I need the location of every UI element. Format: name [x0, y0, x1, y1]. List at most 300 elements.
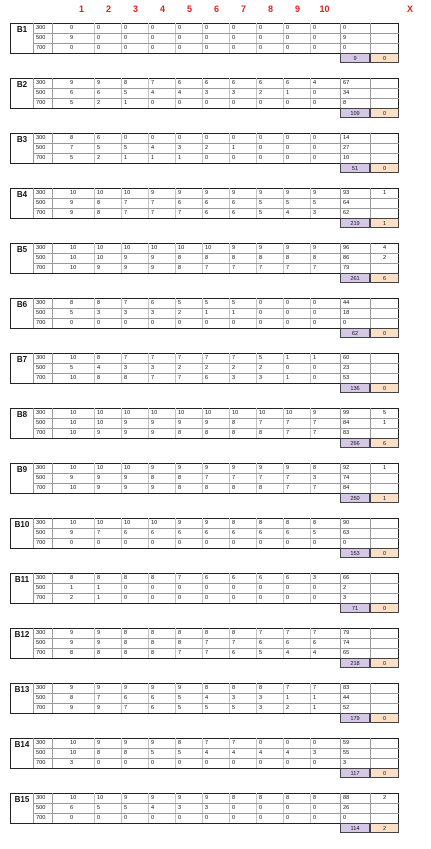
x-cell[interactable]	[370, 43, 399, 53]
value-cell[interactable]: 9	[313, 190, 317, 196]
value-cell[interactable]: 9	[259, 465, 263, 471]
value-cell[interactable]: 5	[97, 805, 101, 811]
load-cell[interactable]: 300	[36, 300, 46, 306]
value-cell[interactable]: 0	[232, 35, 236, 41]
value-cell[interactable]: 8	[232, 255, 236, 261]
value-cell[interactable]: 0	[205, 320, 209, 326]
value-cell[interactable]: 0	[313, 760, 317, 766]
row-sum-cell[interactable]: 2	[343, 585, 347, 591]
value-cell[interactable]: 7	[151, 210, 155, 216]
value-cell[interactable]: 9	[205, 795, 209, 801]
load-cell[interactable]: 300	[36, 685, 46, 691]
value-cell[interactable]: 4	[313, 650, 317, 656]
value-cell[interactable]: 10	[70, 465, 77, 471]
value-cell[interactable]: 8	[151, 575, 155, 581]
x-cell[interactable]	[370, 143, 399, 153]
value-cell[interactable]: 7	[178, 210, 182, 216]
value-cell[interactable]: 5	[313, 530, 317, 536]
value-cell[interactable]: 9	[97, 80, 101, 86]
value-cell[interactable]: 9	[178, 795, 182, 801]
block-total[interactable]: 153	[340, 548, 370, 558]
load-cell[interactable]: 300	[36, 465, 46, 471]
load-cell[interactable]: 700	[36, 375, 46, 381]
value-cell[interactable]: 8	[232, 420, 236, 426]
value-cell[interactable]: 1	[178, 155, 182, 161]
block-total[interactable]: 266	[340, 438, 370, 448]
value-cell[interactable]: 8	[97, 750, 101, 756]
value-cell[interactable]: 10	[205, 410, 212, 416]
value-cell[interactable]: 10	[70, 420, 77, 426]
value-cell[interactable]: 1	[313, 695, 317, 701]
value-cell[interactable]: 9	[70, 640, 74, 646]
value-cell[interactable]: 1	[97, 595, 101, 601]
value-cell[interactable]: 0	[286, 815, 290, 821]
block-x-total[interactable]: 0	[370, 328, 399, 338]
value-cell[interactable]: 8	[151, 640, 155, 646]
row-sum-cell[interactable]: 18	[343, 310, 350, 316]
value-cell[interactable]: 6	[232, 200, 236, 206]
row-sum-cell[interactable]: 0	[343, 540, 347, 546]
block-total[interactable]: 261	[340, 273, 370, 283]
load-cell[interactable]: 700	[36, 265, 46, 271]
row-sum-cell[interactable]: 93	[343, 190, 350, 196]
value-cell[interactable]: 0	[151, 320, 155, 326]
value-cell[interactable]: 6	[259, 640, 263, 646]
x-cell[interactable]: 1	[382, 190, 387, 196]
value-cell[interactable]: 0	[151, 45, 155, 51]
row-sum-cell[interactable]: 8	[343, 100, 347, 106]
value-cell[interactable]: 8	[178, 630, 182, 636]
value-cell[interactable]: 2	[205, 365, 209, 371]
value-cell[interactable]: 6	[259, 575, 263, 581]
value-cell[interactable]: 6	[151, 300, 155, 306]
row-sum-cell[interactable]: 74	[343, 640, 350, 646]
block-x-total[interactable]: 0	[370, 768, 399, 778]
value-cell[interactable]: 0	[205, 25, 209, 31]
value-cell[interactable]: 0	[205, 100, 209, 106]
value-cell[interactable]: 3	[313, 575, 317, 581]
value-cell[interactable]: 8	[313, 255, 317, 261]
value-cell[interactable]: 7	[286, 630, 290, 636]
value-cell[interactable]: 9	[70, 475, 74, 481]
row-sum-cell[interactable]: 0	[343, 45, 347, 51]
value-cell[interactable]: 0	[286, 25, 290, 31]
value-cell[interactable]: 6	[232, 210, 236, 216]
value-cell[interactable]: 10	[151, 245, 158, 251]
value-cell[interactable]: 7	[313, 265, 317, 271]
value-cell[interactable]: 9	[70, 210, 74, 216]
value-cell[interactable]: 7	[151, 80, 155, 86]
value-cell[interactable]: 1	[124, 100, 128, 106]
load-cell[interactable]: 700	[36, 485, 46, 491]
value-cell[interactable]: 10	[286, 410, 293, 416]
x-cell[interactable]	[370, 748, 399, 758]
value-cell[interactable]: 4	[313, 80, 317, 86]
row-sum-cell[interactable]: 14	[343, 135, 350, 141]
value-cell[interactable]: 7	[313, 430, 317, 436]
load-cell[interactable]: 300	[36, 80, 46, 86]
value-cell[interactable]: 0	[124, 320, 128, 326]
value-cell[interactable]: 0	[313, 145, 317, 151]
value-cell[interactable]: 10	[97, 245, 104, 251]
value-cell[interactable]: 0	[205, 815, 209, 821]
value-cell[interactable]: 0	[178, 540, 182, 546]
value-cell[interactable]: 7	[259, 420, 263, 426]
value-cell[interactable]: 1	[286, 695, 290, 701]
value-cell[interactable]: 6	[178, 530, 182, 536]
x-cell[interactable]	[370, 813, 399, 823]
row-sum-cell[interactable]: 83	[343, 430, 350, 436]
value-cell[interactable]: 0	[313, 585, 317, 591]
value-cell[interactable]: 9	[313, 410, 317, 416]
value-cell[interactable]: 9	[178, 420, 182, 426]
value-cell[interactable]: 2	[97, 155, 101, 161]
value-cell[interactable]: 7	[178, 355, 182, 361]
value-cell[interactable]: 7	[205, 265, 209, 271]
x-cell[interactable]	[370, 88, 399, 98]
value-cell[interactable]: 9	[97, 430, 101, 436]
value-cell[interactable]: 6	[205, 80, 209, 86]
value-cell[interactable]: 6	[205, 575, 209, 581]
value-cell[interactable]: 9	[70, 530, 74, 536]
value-cell[interactable]: 0	[313, 35, 317, 41]
value-cell[interactable]: 10	[151, 410, 158, 416]
value-cell[interactable]: 0	[259, 740, 263, 746]
value-cell[interactable]: 0	[151, 540, 155, 546]
value-cell[interactable]: 1	[286, 375, 290, 381]
row-sum-cell[interactable]: 62	[343, 210, 350, 216]
value-cell[interactable]: 0	[205, 35, 209, 41]
value-cell[interactable]: 9	[313, 245, 317, 251]
value-cell[interactable]: 9	[124, 795, 128, 801]
value-cell[interactable]: 6	[70, 805, 74, 811]
value-cell[interactable]: 10	[124, 190, 131, 196]
value-cell[interactable]: 0	[70, 25, 74, 31]
value-cell[interactable]: 2	[205, 145, 209, 151]
load-cell[interactable]: 500	[36, 420, 46, 426]
value-cell[interactable]: 0	[97, 540, 101, 546]
x-cell[interactable]	[370, 703, 399, 713]
value-cell[interactable]: 0	[313, 815, 317, 821]
value-cell[interactable]: 9	[205, 520, 209, 526]
value-cell[interactable]: 0	[313, 595, 317, 601]
value-cell[interactable]: 8	[286, 795, 290, 801]
value-cell[interactable]: 9	[178, 190, 182, 196]
row-sum-cell[interactable]: 0	[343, 320, 347, 326]
value-cell[interactable]: 5	[232, 705, 236, 711]
value-cell[interactable]: 0	[151, 815, 155, 821]
x-cell[interactable]	[370, 428, 399, 438]
value-cell[interactable]: 9	[151, 430, 155, 436]
value-cell[interactable]: 9	[70, 685, 74, 691]
value-cell[interactable]: 7	[97, 530, 101, 536]
value-cell[interactable]: 6	[124, 695, 128, 701]
value-cell[interactable]: 0	[259, 155, 263, 161]
value-cell[interactable]: 0	[205, 760, 209, 766]
value-cell[interactable]: 9	[97, 705, 101, 711]
value-cell[interactable]: 2	[232, 365, 236, 371]
value-cell[interactable]: 6	[70, 90, 74, 96]
value-cell[interactable]: 0	[178, 595, 182, 601]
x-cell[interactable]	[370, 518, 399, 528]
value-cell[interactable]: 8	[286, 520, 290, 526]
block-total[interactable]: 136	[340, 383, 370, 393]
value-cell[interactable]: 9	[286, 190, 290, 196]
value-cell[interactable]: 9	[151, 255, 155, 261]
value-cell[interactable]: 0	[259, 815, 263, 821]
value-cell[interactable]: 7	[286, 420, 290, 426]
value-cell[interactable]: 6	[151, 530, 155, 536]
row-sum-cell[interactable]: 74	[343, 475, 350, 481]
value-cell[interactable]: 0	[178, 35, 182, 41]
value-cell[interactable]: 9	[70, 80, 74, 86]
x-cell[interactable]: 2	[382, 255, 387, 261]
value-cell[interactable]: 0	[286, 135, 290, 141]
value-cell[interactable]: 1	[313, 705, 317, 711]
value-cell[interactable]: 10	[97, 255, 104, 261]
value-cell[interactable]: 7	[70, 145, 74, 151]
value-cell[interactable]: 0	[232, 320, 236, 326]
x-cell[interactable]: 4	[382, 245, 387, 251]
value-cell[interactable]: 8	[124, 575, 128, 581]
value-cell[interactable]: 0	[286, 760, 290, 766]
value-cell[interactable]: 9	[124, 265, 128, 271]
load-cell[interactable]: 500	[36, 35, 46, 41]
block-total[interactable]: 109	[340, 108, 370, 118]
value-cell[interactable]: 8	[259, 430, 263, 436]
value-cell[interactable]: 3	[205, 805, 209, 811]
row-sum-cell[interactable]: 59	[343, 740, 350, 746]
value-cell[interactable]: 0	[286, 145, 290, 151]
load-cell[interactable]: 500	[36, 805, 46, 811]
value-cell[interactable]: 7	[205, 650, 209, 656]
value-cell[interactable]: 10	[178, 410, 185, 416]
row-sum-cell[interactable]: 86	[343, 255, 350, 261]
value-cell[interactable]: 7	[205, 740, 209, 746]
value-cell[interactable]: 6	[259, 80, 263, 86]
x-cell[interactable]: 1	[382, 465, 387, 471]
value-cell[interactable]: 10	[124, 465, 131, 471]
value-cell[interactable]: 3	[151, 365, 155, 371]
load-cell[interactable]: 700	[36, 705, 46, 711]
load-cell[interactable]: 300	[36, 575, 46, 581]
value-cell[interactable]: 0	[151, 585, 155, 591]
value-cell[interactable]: 8	[232, 795, 236, 801]
value-cell[interactable]: 6	[286, 640, 290, 646]
value-cell[interactable]: 0	[97, 815, 101, 821]
value-cell[interactable]: 0	[232, 155, 236, 161]
value-cell[interactable]: 10	[97, 795, 104, 801]
value-cell[interactable]: 9	[151, 420, 155, 426]
value-cell[interactable]: 7	[286, 475, 290, 481]
value-cell[interactable]: 9	[124, 685, 128, 691]
value-cell[interactable]: 8	[232, 630, 236, 636]
value-cell[interactable]: 0	[178, 100, 182, 106]
value-cell[interactable]: 0	[313, 25, 317, 31]
value-cell[interactable]: 0	[286, 45, 290, 51]
value-cell[interactable]: 0	[151, 35, 155, 41]
load-cell[interactable]: 500	[36, 640, 46, 646]
value-cell[interactable]: 8	[259, 795, 263, 801]
load-cell[interactable]: 300	[36, 410, 46, 416]
value-cell[interactable]: 8	[178, 255, 182, 261]
block-total[interactable]: 71	[340, 603, 370, 613]
value-cell[interactable]: 5	[70, 155, 74, 161]
row-sum-cell[interactable]: 34	[343, 90, 350, 96]
value-cell[interactable]: 4	[205, 695, 209, 701]
value-cell[interactable]: 1	[232, 145, 236, 151]
load-cell[interactable]: 300	[36, 630, 46, 636]
value-cell[interactable]: 1	[151, 155, 155, 161]
value-cell[interactable]: 9	[286, 245, 290, 251]
value-cell[interactable]: 8	[205, 630, 209, 636]
value-cell[interactable]: 3	[232, 375, 236, 381]
load-cell[interactable]: 300	[36, 355, 46, 361]
row-sum-cell[interactable]: 44	[343, 300, 350, 306]
row-sum-cell[interactable]: 44	[343, 695, 350, 701]
value-cell[interactable]: 6	[205, 530, 209, 536]
value-cell[interactable]: 8	[178, 640, 182, 646]
value-cell[interactable]: 8	[151, 475, 155, 481]
value-cell[interactable]: 0	[259, 45, 263, 51]
value-cell[interactable]: 6	[97, 135, 101, 141]
load-cell[interactable]: 500	[36, 365, 46, 371]
value-cell[interactable]: 10	[70, 430, 77, 436]
value-cell[interactable]: 3	[259, 375, 263, 381]
x-cell[interactable]	[370, 208, 399, 218]
load-cell[interactable]: 300	[36, 795, 46, 801]
value-cell[interactable]: 9	[151, 485, 155, 491]
value-cell[interactable]: 10	[259, 410, 266, 416]
value-cell[interactable]: 0	[313, 375, 317, 381]
value-cell[interactable]: 0	[97, 45, 101, 51]
value-cell[interactable]: 6	[151, 695, 155, 701]
load-cell[interactable]: 700	[36, 210, 46, 216]
value-cell[interactable]: 8	[232, 430, 236, 436]
value-cell[interactable]: 2	[97, 100, 101, 106]
value-cell[interactable]: 0	[70, 540, 74, 546]
value-cell[interactable]: 1	[97, 585, 101, 591]
value-cell[interactable]: 9	[97, 475, 101, 481]
value-cell[interactable]: 3	[124, 310, 128, 316]
load-cell[interactable]: 500	[36, 90, 46, 96]
value-cell[interactable]: 0	[97, 760, 101, 766]
value-cell[interactable]: 0	[286, 155, 290, 161]
value-cell[interactable]: 0	[232, 100, 236, 106]
value-cell[interactable]: 0	[178, 760, 182, 766]
value-cell[interactable]: 5	[178, 750, 182, 756]
value-cell[interactable]: 10	[124, 245, 131, 251]
value-cell[interactable]: 8	[151, 630, 155, 636]
value-cell[interactable]: 1	[70, 585, 74, 591]
block-total[interactable]: 218	[340, 658, 370, 668]
value-cell[interactable]: 0	[124, 540, 128, 546]
value-cell[interactable]: 7	[178, 575, 182, 581]
load-cell[interactable]: 500	[36, 585, 46, 591]
value-cell[interactable]: 0	[286, 740, 290, 746]
value-cell[interactable]: 3	[124, 365, 128, 371]
block-x-total[interactable]: 0	[370, 713, 399, 723]
block-x-total[interactable]: 2	[370, 823, 399, 833]
block-total[interactable]: 9	[340, 53, 370, 63]
load-cell[interactable]: 700	[36, 155, 46, 161]
block-total[interactable]: 114	[340, 823, 370, 833]
value-cell[interactable]: 4	[178, 90, 182, 96]
value-cell[interactable]: 0	[259, 320, 263, 326]
value-cell[interactable]: 0	[313, 365, 317, 371]
value-cell[interactable]: 6	[232, 80, 236, 86]
value-cell[interactable]: 3	[178, 145, 182, 151]
value-cell[interactable]: 8	[70, 575, 74, 581]
value-cell[interactable]: 8	[178, 430, 182, 436]
load-cell[interactable]: 500	[36, 145, 46, 151]
value-cell[interactable]: 0	[232, 595, 236, 601]
x-cell[interactable]	[370, 473, 399, 483]
value-cell[interactable]: 5	[70, 310, 74, 316]
value-cell[interactable]: 10	[70, 190, 77, 196]
value-cell[interactable]: 8	[259, 520, 263, 526]
value-cell[interactable]: 7	[151, 355, 155, 361]
x-cell[interactable]	[370, 33, 399, 43]
value-cell[interactable]: 2	[259, 90, 263, 96]
value-cell[interactable]: 0	[259, 35, 263, 41]
value-cell[interactable]: 9	[97, 685, 101, 691]
row-sum-cell[interactable]: 66	[343, 575, 350, 581]
value-cell[interactable]: 8	[70, 135, 74, 141]
value-cell[interactable]: 0	[259, 300, 263, 306]
row-sum-cell[interactable]: 64	[343, 200, 350, 206]
value-cell[interactable]: 6	[151, 705, 155, 711]
value-cell[interactable]: 0	[286, 320, 290, 326]
row-sum-cell[interactable]: 96	[343, 245, 350, 251]
value-cell[interactable]: 8	[313, 520, 317, 526]
value-cell[interactable]: 0	[178, 25, 182, 31]
value-cell[interactable]: 9	[70, 630, 74, 636]
value-cell[interactable]: 7	[124, 200, 128, 206]
value-cell[interactable]: 0	[313, 135, 317, 141]
value-cell[interactable]: 9	[124, 430, 128, 436]
value-cell[interactable]: 10	[97, 420, 104, 426]
value-cell[interactable]: 5	[124, 805, 128, 811]
value-cell[interactable]: 10	[70, 410, 77, 416]
value-cell[interactable]: 5	[259, 650, 263, 656]
row-sum-cell[interactable]: 67	[343, 80, 350, 86]
load-cell[interactable]: 700	[36, 595, 46, 601]
value-cell[interactable]: 0	[313, 100, 317, 106]
block-total[interactable]: 219	[340, 218, 370, 228]
value-cell[interactable]: 10	[151, 520, 158, 526]
value-cell[interactable]: 0	[313, 300, 317, 306]
value-cell[interactable]: 8	[259, 685, 263, 691]
x-cell[interactable]	[370, 133, 399, 143]
value-cell[interactable]: 0	[259, 540, 263, 546]
x-cell[interactable]	[370, 593, 399, 603]
value-cell[interactable]: 5	[151, 750, 155, 756]
value-cell[interactable]: 7	[124, 300, 128, 306]
x-cell[interactable]	[370, 638, 399, 648]
value-cell[interactable]: 3	[313, 210, 317, 216]
x-cell[interactable]	[370, 318, 399, 328]
value-cell[interactable]: 2	[70, 595, 74, 601]
value-cell[interactable]: 0	[97, 320, 101, 326]
value-cell[interactable]: 9	[97, 485, 101, 491]
value-cell[interactable]: 0	[313, 155, 317, 161]
value-cell[interactable]: 9	[70, 200, 74, 206]
value-cell[interactable]: 2	[286, 705, 290, 711]
block-total[interactable]: 179	[340, 713, 370, 723]
x-cell[interactable]	[370, 693, 399, 703]
value-cell[interactable]: 3	[97, 310, 101, 316]
